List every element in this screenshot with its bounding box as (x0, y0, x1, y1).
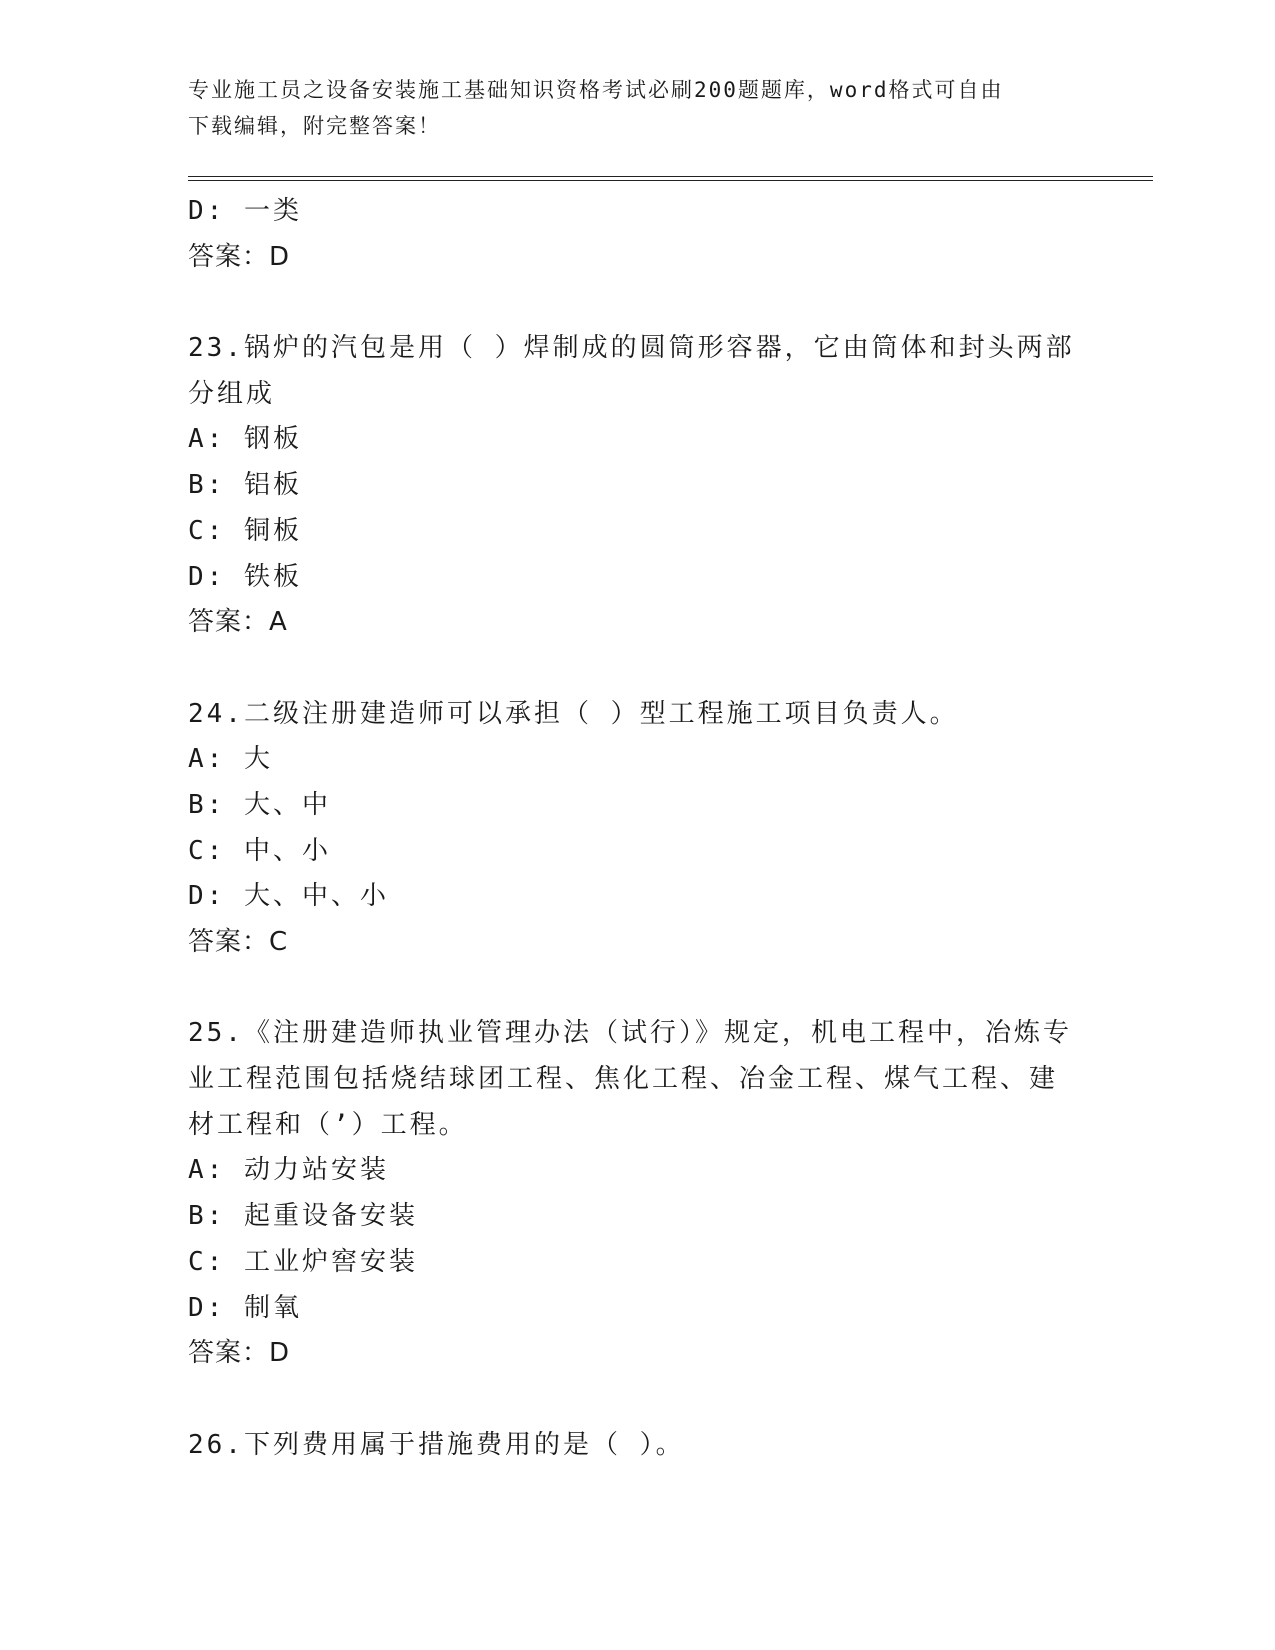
option-d: D: 铁板 (188, 561, 302, 592)
option-a: A: 动力站安装 (188, 1155, 389, 1186)
option-c: C: 铜板 (188, 515, 302, 546)
option-d: D: 制氧 (188, 1292, 302, 1323)
option-b: B: 大、中 (188, 789, 331, 820)
question-stem: 26.下列费用属于措施费用的是（ ）。 (188, 1429, 685, 1460)
header-line-2: 下载编辑，附完整答案！ (188, 114, 441, 138)
question-stem: 24.二级注册建造师可以承担（ ）型工程施工项目负责人。 (188, 698, 959, 729)
question-stem-cont: 业工程范围包括烧结球团工程、焦化工程、冶金工程、煤气工程、建 (188, 1064, 1059, 1095)
answer: 答案：C (188, 927, 289, 957)
option-d: D: 一类 (188, 196, 302, 226)
answer: 答案：D (188, 241, 291, 272)
answer: 答案：D (188, 1338, 291, 1369)
question-stem-cont: 分组成 (188, 378, 276, 409)
option-a: A: 大 (188, 744, 273, 775)
question-25 (188, 1011, 1088, 1377)
option-c: C: 工业炉窖安装 (188, 1246, 418, 1277)
question-23 (188, 326, 1088, 646)
question-stem: 23.锅炉的汽包是用（ ）焊制成的圆筒形容器，它由筒体和封头两部 (188, 333, 1075, 364)
question-list (188, 189, 1088, 1468)
previous-question-tail (188, 189, 1088, 280)
option-a: A: 钢板 (188, 424, 302, 455)
question-stem: 25.《注册建造师执业管理办法（试行）》规定，机电工程中，冶炼专 (188, 1018, 1072, 1049)
option-d: D: 大、中、小 (188, 881, 389, 912)
answer: 答案：A (188, 607, 288, 638)
document-header (188, 72, 1088, 144)
option-b: B: 铝板 (188, 470, 302, 501)
question-26 (188, 1423, 1088, 1469)
header-divider (188, 176, 1153, 181)
option-b: B: 起重设备安装 (188, 1201, 418, 1232)
option-c: C: 中、小 (188, 835, 331, 866)
question-stem-cont: 材工程和（’）工程。 (188, 1109, 468, 1140)
question-24 (188, 692, 1088, 966)
header-line-1: 专业施工员之设备安装施工基础知识资格考试必刷200题题库，word格式可自由 (188, 78, 1004, 102)
